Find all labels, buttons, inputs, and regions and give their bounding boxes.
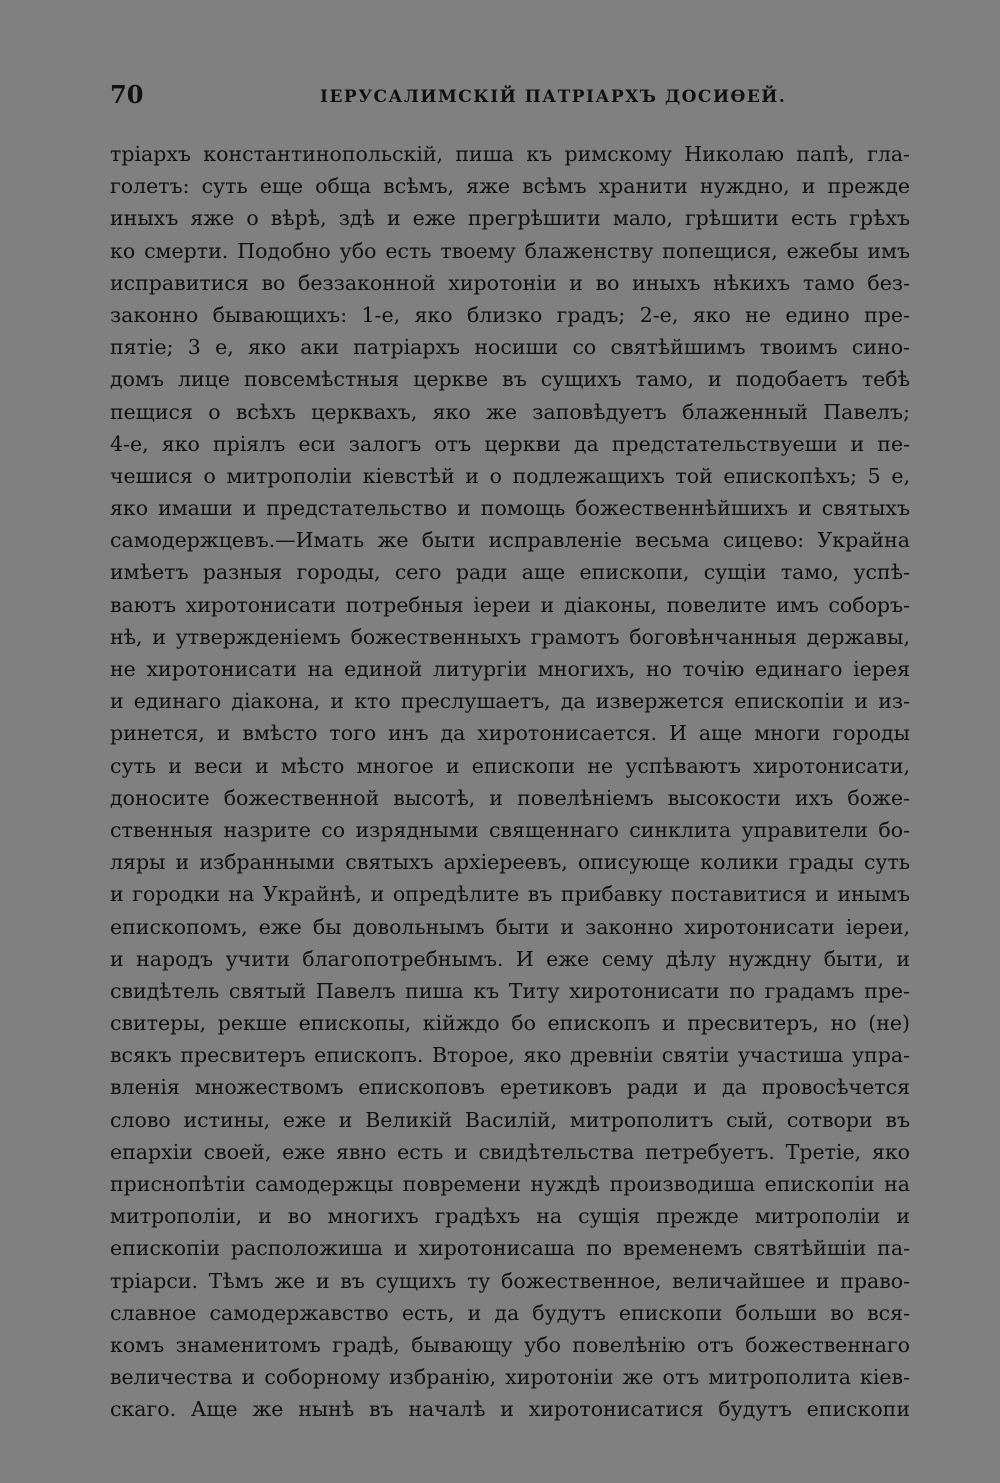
text-line: ляры и избранными святыхъ архіереевъ, описующе колики грады суть	[110, 850, 910, 875]
text-line: доносите божественной высотѣ, и повелѣніемъ высокости ихъ боже-	[110, 785, 910, 810]
text-line: иныхъ яже о вѣрѣ, здѣ и еже прегрѣшити мало, грѣшити есть грѣхъ	[110, 206, 910, 231]
text-line: всякъ пресвитеръ епископъ. Второе, яко древніи святіи участиша упра-	[110, 1043, 910, 1068]
text-line: не хиротонисати на единой литургіи многихъ, но точію единаго іерея	[110, 657, 910, 681]
text-line: тріарси. Тѣмъ же и въ сущихъ ту божественное, величайшее и право-	[110, 1268, 910, 1293]
text-line: тріархъ константинопольскій, пиша къ римскому Николаю папѣ, гла-	[110, 142, 910, 166]
text-line: голетъ: суть еще обща всѣмъ, яже всѣмъ хранити нуждно, и прежде	[110, 174, 910, 199]
text-line: имѣетъ разныя городы, сего ради аще епископи, сущіи тамо, успѣ-	[110, 560, 910, 585]
page-number: 70	[110, 80, 144, 109]
text-line: и народъ учити благопотребнымъ. И еже сему дѣлу нуждну быти, и	[110, 946, 910, 971]
text-line: епископіи расположиша и хиротонисаша по временемъ святѣйшіи па-	[110, 1236, 910, 1261]
text-line: пятіе; 3 е, яко аки патріархъ носиши со святѣйшимъ твоимъ сино-	[110, 335, 910, 360]
text-line: епархіи своей, еже явно есть и свидѣтельства петребуетъ. Третіе, яко	[110, 1139, 910, 1164]
text-line: приснопѣтіи самодержцы повремени нуждѣ производиша епископіи на	[110, 1172, 910, 1196]
text-line: епископомъ, еже бы довольнымъ быти и законно хиротонисати іереи,	[110, 914, 910, 939]
text-line: самодержцевъ.—Имать же быти исправленіе весьма сицево: Украйна	[110, 528, 910, 553]
text-line: суть и веси и мѣсто многое и епископи не успѣваютъ хиротонисати,	[110, 753, 910, 778]
text-line: и единаго діакона, и кто преслушаетъ, да извержется епископіи и из-	[110, 689, 910, 714]
text-line: ринется, и вмѣсто того инъ да хиротонисается. И аще многи городы	[110, 721, 910, 746]
text-line: скаго. Аще же нынѣ въ началѣ и хиротонисатися будутъ епископи	[110, 1397, 910, 1422]
text-line: яко имаши и предстательство и помощь божественнѣйшихъ и святыхъ	[110, 496, 910, 521]
text-line: исправитися во беззаконной хиротоніи и во иныхъ нѣкихъ тамо без-	[110, 270, 910, 295]
text-line: вленія множествомъ епископовъ еретиковъ ради и да провосѣчется	[110, 1075, 910, 1100]
text-line: комъ знаменитомъ градѣ, бывающу убо повелѣнію отъ божественнаго	[110, 1332, 910, 1357]
text-line: величества и соборному избранію, хиротоніи же отъ митрополита кіев-	[110, 1365, 910, 1390]
text-line: пещися о всѣхъ церквахъ, яко же заповѣдуетъ блаженный Павелъ;	[110, 399, 910, 424]
text-line: свитеры, рекше епископы, кійждо бо епископъ и пресвитеръ, но (не)	[110, 1011, 910, 1036]
body-text	[110, 138, 910, 1426]
page-header	[110, 80, 910, 114]
text-line: митрополіи, и во многихъ градѣхъ на сущія прежде митрополіи и	[110, 1204, 910, 1229]
text-line: 4-е, яко пріялъ еси залогъ отъ церкви да предстательствуеши и пе-	[110, 431, 910, 456]
text-line: ственныя назрите со изрядными священнаго синклита управители бо-	[110, 817, 910, 842]
text-line: домъ лице повсемѣстныя церкве въ сущихъ тамо, и подобаетъ тебѣ	[110, 367, 910, 392]
text-line: и городки на Украйнѣ, и опредѣлите въ прибавку поставитися и инымъ	[110, 882, 910, 907]
running-head: ІЕРУСАЛИМСКІЙ ПАТРІАРХЪ ДОСИѲЕЙ.	[320, 87, 787, 107]
text-line: законно бывающихъ: 1-е, яко близко градъ; 2-е, яко не едино пре-	[110, 302, 910, 327]
text-line: свидѣтель святый Павелъ пиша къ Титу хиротонисати по градамъ пре-	[110, 978, 910, 1003]
text-line: слово истины, еже и Великій Василій, митрополитъ сый, сотвори въ	[110, 1107, 910, 1132]
text-line: нѣ, и утвержденіемъ божественныхъ грамотъ боговѣнчанныя державы,	[110, 624, 910, 649]
text-line: ваютъ хиротонисати потребныя іереи и діаконы, повелите имъ соборъ-	[110, 592, 910, 617]
text-line: славное самодержавство есть, и да будутъ епископи больши во вся-	[110, 1300, 910, 1325]
text-line: ко смерти. Подобно убо есть твоему блаженству попещися, ежебы имъ	[110, 238, 910, 263]
text-line: чешися о митрополіи кіевстѣй и о подлежащихъ той епископѣхъ; 5 е,	[110, 463, 910, 488]
